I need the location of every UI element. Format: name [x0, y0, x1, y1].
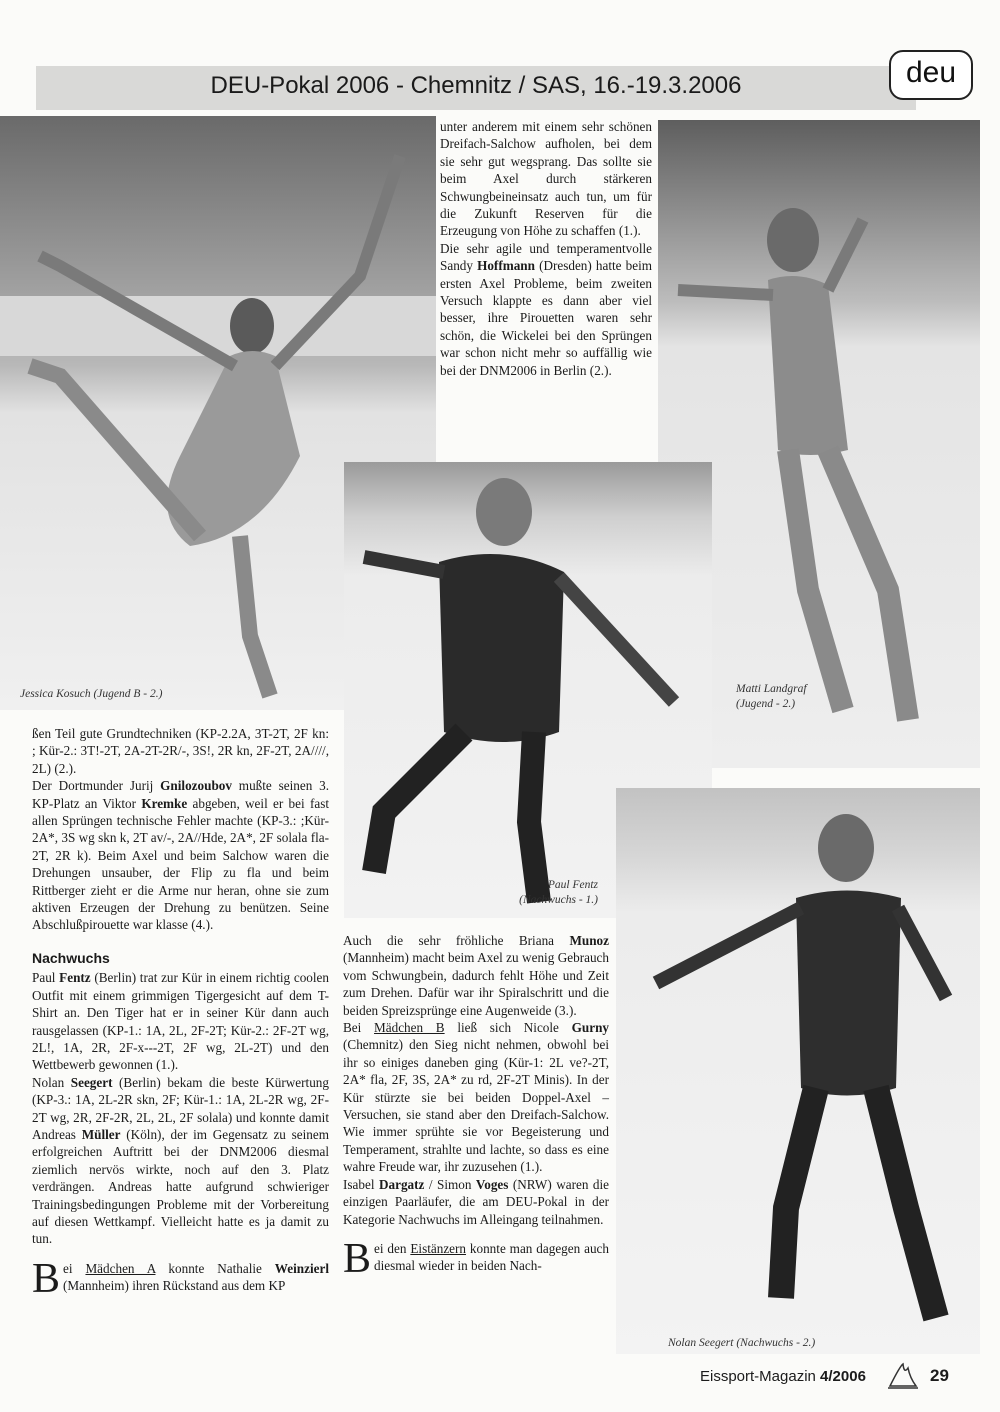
caption-jessica: Jessica Kosuch (Jugend B - 2.) — [20, 688, 163, 700]
top-center-p2: Die sehr agile und temperamentvolle Sandy Hoffmann (Dresden) hatte beim ersten Axel Probleme, beim zweiten Versuch klappte es dann aber viel besser, ihre Pirouetten waren sehr schön, die Wickelei bei den Sprüngen war schon nicht mehr so auffällig wie bei der DNM2006 in Berlin (2.). — [440, 240, 652, 378]
caption-matti — [736, 682, 807, 712]
caption-matti-rank: (Jugend - 2.) — [736, 698, 796, 710]
caption-nolan: Nolan Seegert (Nachwuchs - 2.) — [668, 1337, 816, 1349]
deu-logo — [889, 50, 973, 100]
section-heading-nachwuchs: Nachwuchs — [32, 949, 110, 966]
deu-logo-text: deu — [905, 56, 957, 89]
left-p2: Der Dortmunder Jurij Gnilozoubov mußte seinen 3. KP-Platz an Viktor Kremke abgeben, weil er bei fast allen Sprüngen technische Fehler machte (KP-3.: ;Kür-2A*, 3S wg skn k, 2T av/-, 2A//Hde, 2A*, 2F solala fla-2T, 2R k). Beim Axel und beim Salchow waren die Drehungen unsauber, der Flip zu fla und beim Rittberger zieht er die Arme nur heran, ohne sie zum aktiven Erzeugen der Drehung zu benützen. Seine Abschlußpirouette war klasse (4.). — [32, 778, 330, 933]
photo-nolan-seegert — [616, 788, 980, 1354]
footer-magazine: Eissport-Magazin 4/2006 — [700, 1368, 866, 1385]
left-p4: Nolan Seegert (Berlin) bekam die beste Kürwertung (KP-3.: 1A, 2L-2R skn, 2F; Kür-1.: 1A, 2L-2R wg, 2F-2T wg, 2R, 2F-2R, 2L, 2L, 2F solala) und konnte damit Andreas Müller (Köln), der im Gegensatz zu seinem erfolgreichen Auftritt bei der DNM2006 diesmal ziemlich nervös wirkte, noch auf den 3. Platz verdrängen. Andreas hatte aufgrund schwieriger Trainingsbedingungen Probleme mit der Vorbereitung auf diesen Wettkampf. Vielleicht hatte es ja damit zu tun. — [32, 1074, 329, 1247]
left-p1: ßen Teil gute Grundtechniken (KP-2.2A, 3T-2T, 2F kn: ; Kür-2.: 3T!-2T, 2A-2T-2R/-, 3S!, 2R kn, 2F-2T, 2A////, 2L) (2.). — [32, 726, 329, 776]
mid-p2: Bei Mädchen B ließ sich Nicole Gurny (Chemnitz) den Sieg nicht nehmen, obwohl bei ihr so einiges daneben ging (Kür-1: 2L ve?-2T, 2A* fla, 2F, 3S, 2A* zu rd, 2F-2T Minis). In der Kür stürzte sie bei beiden Doppel-Axel – Versuchen, sie stand aber den Dreifach-Salchow. Wie immer sprühte sie vor Begeisterung und Temperament, strahlte und lachte, so dass es eine wahre Freude war, ihr zuzusehen (1.). — [343, 1020, 609, 1175]
middle-column-text — [343, 932, 609, 1282]
page-title: DEU-Pokal 2006 - Chemnitz / SAS, 16.-19.3.2006 — [210, 72, 742, 99]
mid-p3: Isabel Dargatz / Simon Voges (NRW) waren die einzigen Paarläufer, die am DEU-Pokal in der Kategorie Nachwuchs im Alleingang teilnahmen. — [343, 1176, 609, 1227]
caption-matti-name: Matti Landgraf — [736, 683, 807, 695]
left-p3: Paul Fentz (Berlin) trat zur Kür in einem richtig coolen Outfit mit einem grimmigen Tigergesicht auf dem T-Shirt an. Den Tiger hat er in seiner Kür dann auch rausgelassen (KP-1.: 1A, 2L, 2F-2T; Kür-2.: 2F-2T wg, 2L!, 1A, 2R, 2F-x---2T, 2F wg, 2L-2T) und den Wettbewerb gewonnen (1.). — [32, 970, 329, 1073]
caption-paul-name: Paul Fentz — [547, 879, 598, 891]
mid-p4: Bei den Eistänzern konnte man dagegen auch diesmal wieder in beiden Nach- — [343, 1235, 609, 1282]
bird-logo-icon — [886, 1362, 920, 1390]
dropcap-b: B — [343, 1235, 372, 1282]
mid-p1: Auch die sehr fröhliche Briana Munoz (Mannheim) macht beim Axel zu wenig Gebrauch vom Schwungbein, dadurch fehlt Höhe und Zeit zum Drehen. Dafür war ihr Spiralschritt und die beiden Spreizsprünge eine Augenweide (3.). — [343, 933, 609, 1018]
top-center-p1: unter anderem mit einem sehr schönen Dreifach-Salchow aufholen, bei dem sie sehr gut wegsprang. Das sollte sie beim Axel durch stärkeren Schwungbeineinsatz auch tun, um für die Zukunft Reserven für die Erzeugung von Höhe zu schaffen (1.). — [440, 119, 652, 239]
left-p5: Bei Mädchen A konnte Nathalie Weinzierl (Mannheim) ihren Rückstand aus dem KP — [32, 1255, 329, 1302]
caption-paul-rank: (Nachwuchs - 1.) — [519, 894, 598, 906]
caption-paul — [500, 878, 598, 908]
top-center-text — [440, 118, 652, 379]
dropcap-b: B — [32, 1255, 61, 1302]
page-number: 29 — [930, 1366, 949, 1385]
left-column-text — [32, 725, 330, 1302]
